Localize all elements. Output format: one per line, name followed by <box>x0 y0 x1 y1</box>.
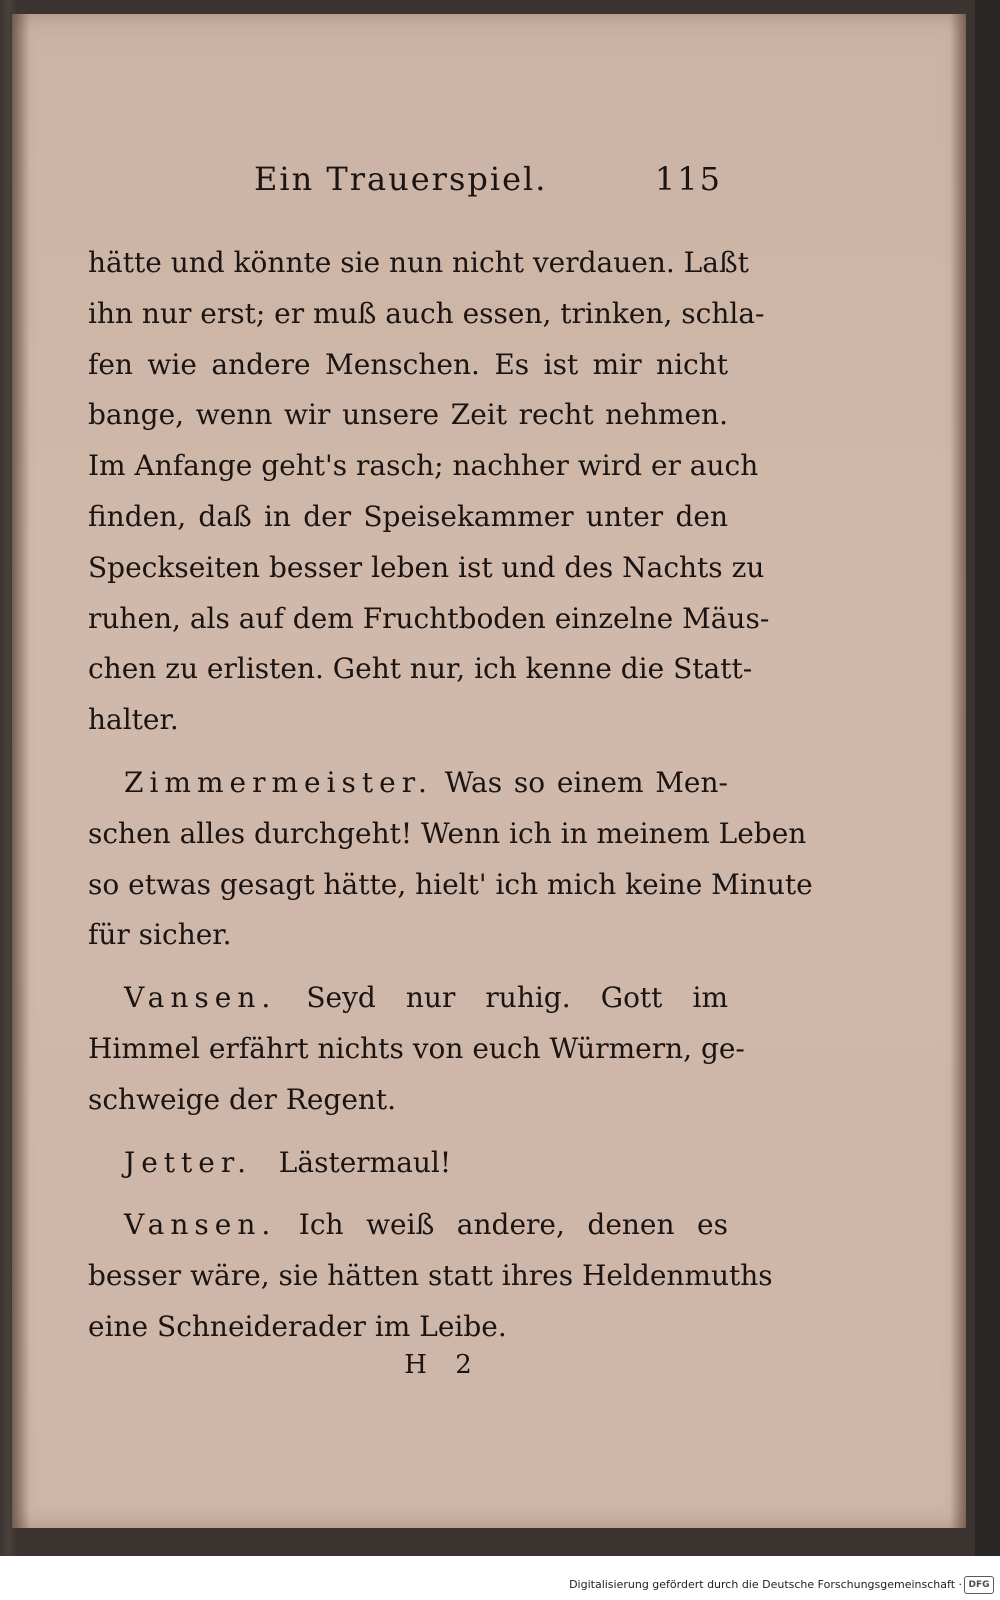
running-head-title: Ein Trauerspiel. <box>254 160 548 198</box>
page-number: 115 <box>654 160 722 198</box>
text-line: schen alles durchgeht! Wenn ich in meinem Leben <box>88 816 807 850</box>
paragraph-gap <box>88 1188 728 1200</box>
dfg-logo-icon: DFG <box>964 1576 994 1594</box>
text-line: eine Schneiderader im Leibe. <box>88 1309 507 1343</box>
speaker-name: Jetter. <box>124 1145 253 1179</box>
speaker-name: Zimmermeister. <box>124 765 433 799</box>
text-line: besser wäre, sie hätten statt ihres Heldenmuths <box>88 1259 773 1293</box>
paragraph-gap <box>88 961 728 973</box>
speech-text: Ich weiß andere, denen es <box>298 1208 728 1242</box>
text-line: ihn nur erst; er muß auch essen, trinken, schla- <box>88 296 765 330</box>
paragraph-gap <box>88 746 728 758</box>
text-line: chen zu erlisten. Geht nur, ich kenne die Statt- <box>88 652 753 686</box>
paragraph-gap <box>88 1126 728 1138</box>
speech-text: Lästermaul! <box>278 1145 452 1179</box>
speech-text: Was so einem Men- <box>444 765 728 799</box>
text-line: finden, daß in der Speisekammer unter den <box>88 499 728 533</box>
text-line: für sicher. <box>88 918 232 952</box>
text-line: Himmel erfährt nichts von euch Würmern, ge- <box>88 1031 745 1065</box>
text-line: halter. <box>88 703 179 737</box>
body-text <box>88 238 813 1353</box>
text-line: Im Anfange geht's rasch; nachher wird er auch <box>88 449 759 483</box>
speaker-name: Vansen. <box>124 1208 277 1242</box>
text-line: fen wie andere Menschen. Es ist mir nicht <box>88 347 728 381</box>
text-line: hätte und könnte sie nun nicht verdauen. Laßt <box>88 246 749 279</box>
text-line: bange, wenn wir unsere Zeit recht nehmen. <box>88 398 728 432</box>
speech-first-line <box>88 1138 728 1189</box>
text-line: ruhen, als auf dem Fruchtboden einzelne Mäus- <box>88 601 770 635</box>
speaker-name: Vansen. <box>124 981 277 1015</box>
speech-text: Seyd nur ruhig. Gott im <box>306 981 729 1015</box>
signature-mark: H 2 <box>404 1350 482 1380</box>
speech-first-line <box>88 1200 728 1251</box>
text-line: schweige der Regent. <box>88 1082 397 1116</box>
text-line: so etwas gesagt hätte, hielt' ich mich keine Minute <box>88 867 813 901</box>
footer-bar <box>0 1556 1000 1600</box>
running-head <box>232 160 722 210</box>
speech-first-line <box>88 973 728 1024</box>
text-line: Speckseiten besser leben ist und des Nachts zu <box>88 550 765 584</box>
funding-credit: Digitalisierung gefördert durch die Deutsche Forschungsgemeinschaft · <box>569 1578 962 1591</box>
speech-first-line <box>88 758 728 809</box>
